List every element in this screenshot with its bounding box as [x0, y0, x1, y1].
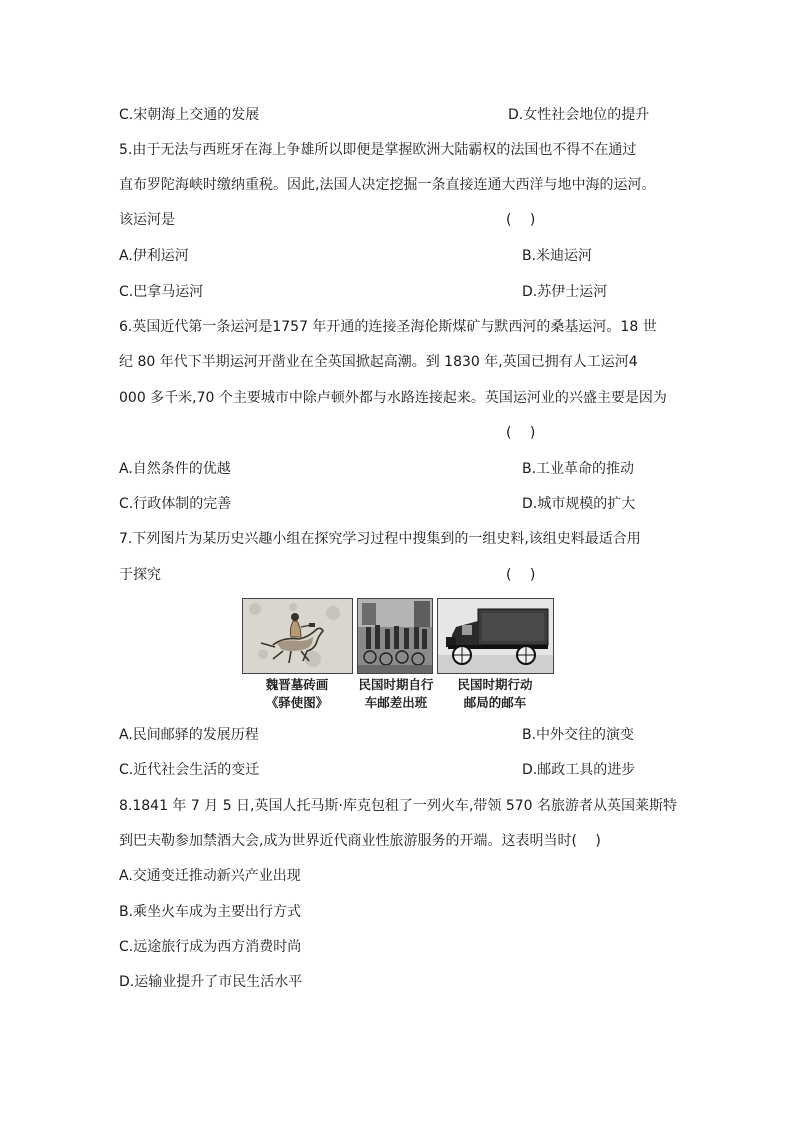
q5-option-c: C.巴拿马运河 — [119, 284, 204, 300]
q8-stem-line1: 8.1841 年 7 月 5 日,英国人托马斯·库克包租了一列火车,带领 570 名旅游者从英国莱斯特 — [119, 798, 678, 814]
q5-option-d: D.苏伊士运河 — [522, 284, 608, 300]
caption-brick-painting-line1: 魏晋墓砖画 — [265, 677, 329, 692]
q6-answer-paren: ( ) — [506, 425, 536, 441]
q4-option-c: C.宋朝海上交通的发展 — [119, 107, 260, 123]
q7-option-b: B.中外交往的演变 — [522, 727, 635, 743]
q7-stem-line1: 7.下列图片为某历史兴趣小组在探究学习过程中搜集到的一组史料,该组史料最适合用 — [119, 531, 641, 547]
q8-option-b: B.乘坐火车成为主要出行方式 — [119, 904, 302, 920]
caption-mail-truck-line1: 民国时期行动 — [457, 677, 533, 692]
caption-bicycle-postmen-line2: 车邮差出班 — [364, 695, 428, 710]
caption-mail-truck-line2: 邮局的邮车 — [463, 695, 527, 710]
caption-bicycle-postmen-line1: 民国时期自行 — [358, 677, 434, 692]
q5-stem-line1: 5.由于无法与西班牙在海上争雄所以即便是掌握欧洲大陆霸权的法国也不得不在通过 — [119, 142, 637, 158]
caption-bicycle-postmen — [350, 676, 442, 712]
q8-option-d: D.运输业提升了市民生活水平 — [119, 974, 303, 990]
q7-option-c: C.近代社会生活的变迁 — [119, 762, 260, 778]
q6-option-b: B.工业革命的推动 — [522, 461, 635, 477]
bicycle-postmen-photo — [357, 598, 433, 674]
q6-stem-line3: 000 多千米,70 个主要城市中除卢顿外都与水路连接起来。英国运河业的兴盛主要是因为 — [119, 390, 667, 406]
q8-option-a: A.交通变迁推动新兴产业出现 — [119, 868, 301, 884]
q8-stem-line2: 到巴夫勒参加禁酒大会,成为世界近代商业性旅游服务的开端。这表明当时( ) — [119, 833, 601, 849]
q5-option-b: B.米迪运河 — [522, 248, 593, 264]
q7-option-a: A.民间邮驿的发展历程 — [119, 727, 259, 743]
caption-mail-truck — [446, 676, 544, 712]
q7-option-d: D.邮政工具的进步 — [522, 762, 636, 778]
q6-option-c: C.行政体制的完善 — [119, 496, 232, 512]
q6-stem-line2: 纪 80 年代下半期运河开凿业在全英国掀起高潮。到 1830 年,英国已拥有人工运河4 — [119, 354, 638, 370]
mail-truck-photo — [437, 598, 554, 674]
q5-answer-paren: ( ) — [506, 212, 536, 228]
brick-painting-image — [242, 598, 353, 674]
q5-option-a: A.伊利运河 — [119, 248, 189, 264]
q7-stem-line2: 于探究 — [119, 567, 161, 583]
q7-answer-paren: ( ) — [506, 567, 536, 583]
q5-stem-line2: 直布罗陀海峡时缴纳重税。因此,法国人决定挖掘一条直接连通大西洋与地中海的运河。 — [119, 177, 656, 193]
q6-option-d: D.城市规模的扩大 — [522, 496, 636, 512]
caption-brick-painting-line2: 《驿使图》 — [265, 695, 329, 710]
q4-option-d: D.女性社会地位的提升 — [508, 107, 650, 123]
q6-option-a: A.自然条件的优越 — [119, 461, 231, 477]
q8-option-c: C.远途旅行成为西方消费时尚 — [119, 939, 302, 955]
caption-brick-painting — [249, 676, 345, 712]
q5-stem-line3: 该运河是 — [119, 212, 175, 228]
q6-stem-line1: 6.英国近代第一条运河是1757 年开通的连接圣海伦斯煤矿与默西河的桑基运河。18 世 — [119, 319, 657, 335]
